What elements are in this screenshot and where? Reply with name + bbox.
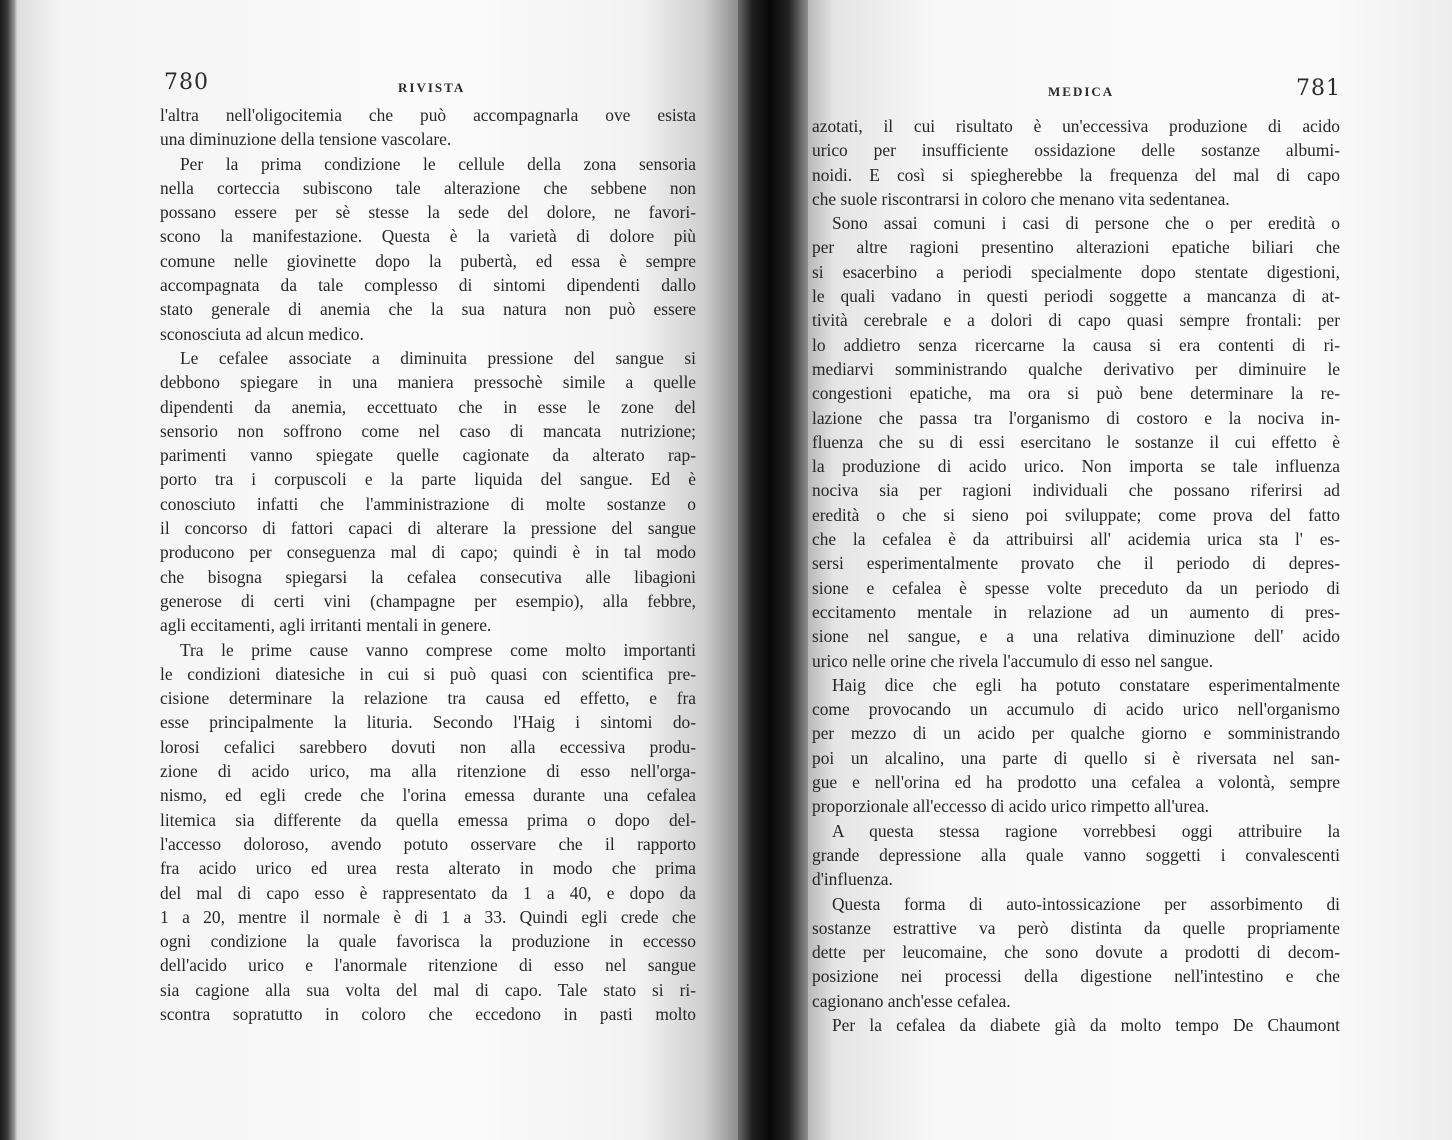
left-page-text-line: Tra le prime cause vanno comprese come molto importanti	[180, 639, 696, 660]
right-page-text-line: nociva sia per ragioni individuali che possano riferirsi ad	[812, 480, 1340, 501]
right-page-text-line: posizione nei processi della digestione nell'intestino e che	[812, 966, 1340, 987]
right-page-text-line: come provocando un accumulo di acido urico nell'organismo	[812, 699, 1340, 720]
right-page-text-line: per altre ragioni presentino alterazioni epatiche biliari che	[812, 237, 1340, 258]
left-page	[18, 0, 740, 1140]
right-page-text-line: sostanze estrattive va però distinta da quelle propriamente	[812, 917, 1340, 938]
left-page-text-line: nismo, ed egli crede che l'orina emessa durante una cefalea	[160, 785, 696, 806]
right-page-text-line: lazione che passa tra l'organismo di costoro e la nociva in-	[812, 407, 1340, 428]
left-page-text-line: il concorso di fattori capaci di alterare la pressione del sangue	[160, 518, 696, 539]
left-page-text-line: dipendenti da anemia, eccettuato che in esse le zone del	[160, 396, 696, 417]
right-page-text-line: azotati, il cui risultato è un'eccessiva produzione di acido	[812, 116, 1340, 136]
left-page-text-line: stato generale di anemia che la sua natura non può essere	[160, 299, 696, 320]
right-page-text-line: urico per insufficiente ossidazione delle sostanze albumi-	[812, 140, 1340, 161]
left-page-text-line: ogni condizione la quale favorisca la produzione in eccesso	[160, 931, 696, 952]
right-page-text-line: urico nelle orine che rivela l'accumulo di esso nel sangue.	[812, 650, 1214, 671]
right-page-text-line: la produzione di acido urico. Non importa se tale influenza	[812, 456, 1340, 477]
left-page-text-line: parimenti vanno spiegate quelle cagionate da alterato rap-	[160, 445, 696, 466]
right-page-text-line: d'influenza.	[812, 869, 893, 890]
left-page-body	[160, 103, 696, 1026]
left-page-text-line: generose di certi vini (champagne per esempio), alla febbre,	[160, 590, 696, 611]
left-page-text-line: cisione determinare la relazione tra causa ed effetto, e fra	[160, 688, 696, 709]
left-page-text-line: Le cefalee associate a diminuita pressione del sangue si	[180, 347, 696, 368]
right-page-text-line: congestioni epatiche, ma ora si può bene determinare la re-	[812, 383, 1340, 404]
left-page-text-line: 1 a 20, mentre il normale è di 1 a 33. Quindi egli crede che	[160, 906, 696, 927]
left-page-text-line: scontra sopratutto in coloro che eccedono in pasti molto	[160, 1003, 696, 1024]
left-page-text-line: porto tra i corpuscoli e la parte liquida del sangue. Ed è	[160, 469, 696, 490]
right-page-number: 781	[1296, 76, 1341, 101]
left-page-text-line: possano essere per sè stesse la sede del dolore, ne favori-	[160, 202, 696, 223]
left-page-text-line: l'accesso doloroso, avendo potuto osservare che il rapporto	[160, 833, 696, 854]
right-page-text-line: grande depressione alla quale vanno soggetti i convalescenti	[812, 844, 1340, 865]
left-page-text-line: scono la manifestazione. Questa è la varietà di dolore più	[160, 226, 696, 247]
right-page-text-line: eredità o che si sieno poi sviluppate; come prova del fatto	[812, 504, 1340, 525]
left-page-text-line: comune nelle giovinette dopo la pubertà, ed essa è sempre	[160, 250, 696, 271]
right-page-text-line: dette per leucomaine, che sono dovute a prodotti di decom-	[812, 942, 1340, 963]
right-page-body	[812, 114, 1340, 1037]
right-page-text-line: noidi. E così si spiegherebbe la frequenza del mal di capo	[812, 164, 1340, 185]
right-page-text-line: fluenza che su di essi esercitano le sostanze il cui effetto è	[812, 431, 1340, 452]
left-page-text-line: nella corteccia subiscono tale alterazione che sebbene non	[160, 177, 696, 198]
left-page-text-line: producono per conseguenza mal di capo; quindi è in tal modo	[160, 542, 696, 563]
left-page-text-line: una diminuzione della tensione vascolare.	[160, 129, 452, 150]
right-page-text-line: gue e nell'orina ed ha prodotto una cefalea a volontà, sempre	[812, 772, 1340, 793]
right-page-text-line: cagionano anch'esse cefalea.	[812, 990, 1011, 1011]
left-page-text-line: conosciuto infatti che l'amministrazione di molte sostanze o	[160, 493, 696, 514]
right-page-text-line: poi un alcalino, una parte di quello si è riversata nel san-	[812, 747, 1340, 768]
left-page-text-line: le condizioni diatesiche in cui si può quasi con scientifica pre-	[160, 663, 696, 684]
left-page-text-line: lorosi cefalici sarebbero dovuti non alla eccessiva produ-	[160, 736, 696, 757]
right-page-text-line: che suole riscontrarsi in coloro che menano vita sedentanea.	[812, 188, 1230, 209]
right-page-text-line: Questa forma di auto-intossicazione per assorbimento di	[832, 893, 1340, 914]
left-page-text-line: litemica sia differente da quella emessa prima o dopo del-	[160, 809, 696, 830]
left-page-text-line: Per la prima condizione le cellule della zona sensoria	[180, 153, 696, 174]
right-page-text-line: proporzionale all'eccesso di acido urico rimpetto all'urea.	[812, 796, 1209, 817]
left-page-text-line: del mal di capo esso è rappresentato da 1 a 40, e dopo da	[160, 882, 696, 903]
right-page-text-line: sione nel sangue, e a una relativa diminuzione dell' acido	[812, 626, 1340, 647]
right-page-text-line: mediarvi somministrando qualche derivativo per diminuire le	[812, 358, 1340, 379]
left-page-text-line: fra acido urico ed urea resta alterato in modo che prima	[160, 858, 696, 879]
right-page-text-line: Sono assai comuni i casi di persone che o per eredità o	[832, 213, 1340, 234]
right-page-text-line: Haig dice che egli ha potuto constatare esperimentalmente	[832, 674, 1340, 695]
book-left-edge	[0, 0, 18, 1140]
right-page-text-line: eccitamento mentale in relazione ad un aumento di pres-	[812, 601, 1340, 622]
right-page	[808, 0, 1452, 1140]
left-running-head: RIVISTA	[398, 80, 466, 95]
left-page-text-line: sia cagione alla sua volta del mal di capo. Tale stato si ri-	[160, 979, 696, 1000]
left-page-text-line: debbono spiegare in una maniera pressochè simile a quelle	[160, 372, 696, 393]
left-page-text-line: che bisogna spiegarsi la cefalea consecutiva alle libagioni	[160, 566, 696, 587]
right-page-text-line: sersi esperimentalmente provato che il periodo di depres-	[812, 553, 1340, 574]
right-page-text-line: le quali vadano in questi periodi soggette a mancanza di at-	[812, 286, 1340, 307]
left-page-text-line: sensorio non soffrono come nel caso di mancata nutrizione;	[160, 420, 696, 441]
left-page-text-line: esse principalmente la lituria. Secondo l'Haig i sintomi do-	[160, 712, 696, 733]
right-page-text-line: sione e cefalea è spesse volte preceduto da un periodo di	[812, 577, 1340, 598]
left-page-text-line: agli eccitamenti, agli irritanti mentali in genere.	[160, 615, 492, 636]
right-page-text-line: lo addietro senza ricercarne la causa si era contenti di ri-	[812, 334, 1340, 355]
book-gutter	[738, 0, 810, 1140]
left-page-text-line: l'altra nell'oligocitemia che può accompagnarla ove esista	[160, 105, 696, 125]
right-page-text-line: si esacerbino a periodi specialmente dopo stentate digestioni,	[812, 261, 1340, 282]
right-page-text-line: A questa stessa ragione vorrebbesi oggi attribuire la	[832, 820, 1340, 841]
right-page-text-line: tività cerebrale e a dolori di capo quasi sempre frontali: per	[812, 310, 1340, 331]
right-page-text-line: che la cefalea è da attribuirsi all' acidemia urica sta l' es-	[812, 529, 1340, 550]
right-running-head: MEDICA	[1048, 84, 1115, 99]
right-page-text-line: per mezzo di un acido per qualche giorno e somministrando	[812, 723, 1340, 744]
left-page-text-line: sconosciuta ad alcun medico.	[160, 323, 364, 344]
left-page-text-line: dell'acido urico e l'anormale ritenzione di esso nel sangue	[160, 955, 696, 976]
left-page-text-line: zione di acido urico, ma alla ritenzione di esso nell'orga-	[160, 761, 696, 782]
right-page-text-line: Per la cefalea da diabete già da molto tempo De Chaumont	[832, 1014, 1340, 1035]
left-page-text-line: accompagnata da tale complesso di sintomi dipendenti dallo	[160, 275, 696, 296]
left-page-number: 780	[164, 70, 209, 95]
